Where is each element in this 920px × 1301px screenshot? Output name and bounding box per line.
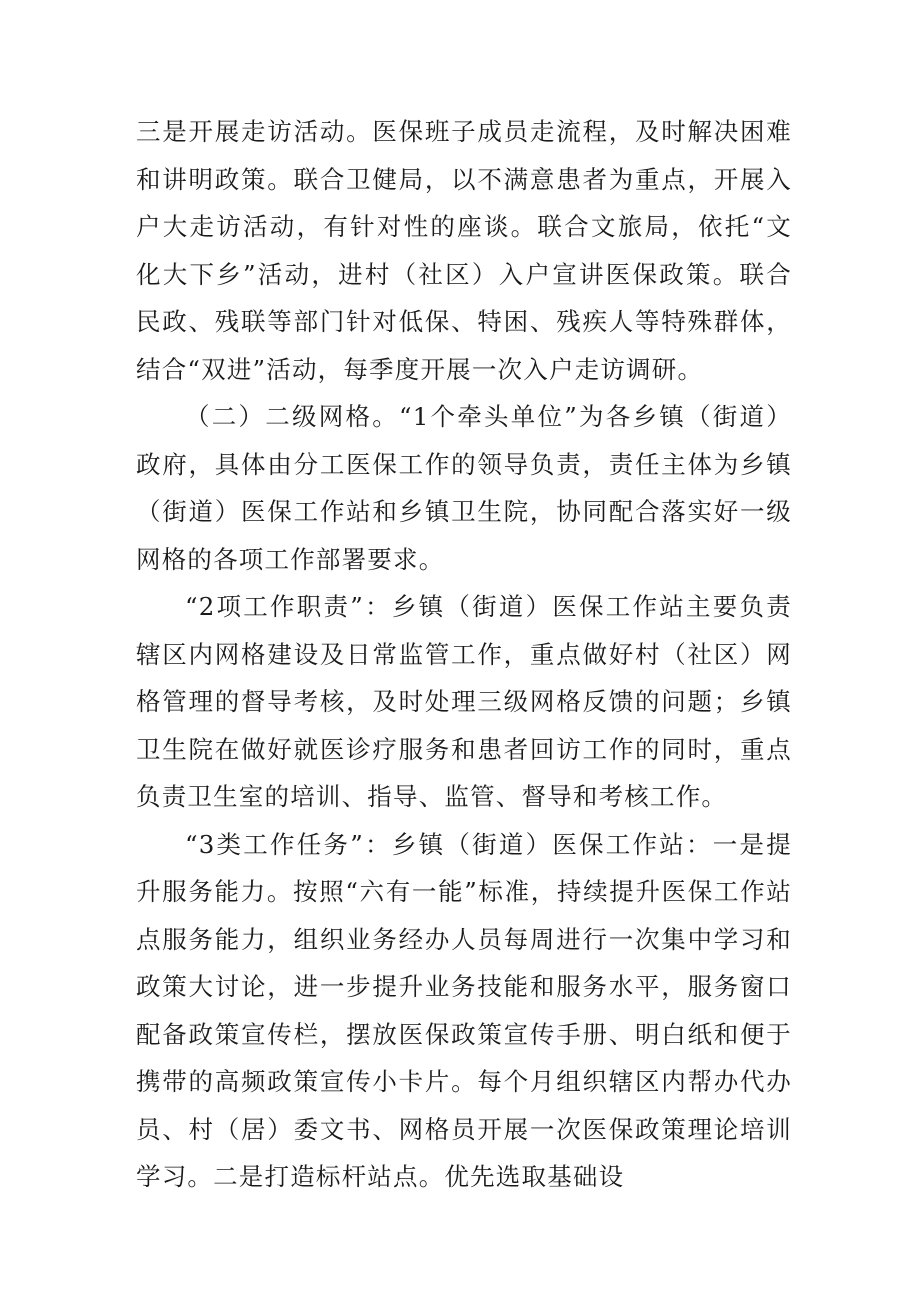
paragraph-second-level-grid: （二）二级网格。“1个牵头单位”为各乡镇（街道）政府，具体由分工医保工作的领导负责，责任主体为乡镇（街道）医保工作站和乡镇卫生院，协同配合落实好一级网格的各项工作部署要求。: [136, 402, 792, 574]
paragraph-three-tasks: “3类工作任务”：乡镇（街道）医保工作站：一是提升服务能力。按照“六有一能”标准，持续提升医保工作站点服务能力，组织业务经办人员每周进行一次集中学习和政策大讨论，进一步提升业务技能和服务水平，服务窗口配备政策宣传栏，摆放医保政策宣传手册、明白纸和便于携带的高频政策宣传小卡片。每个月组织辖区内帮办代办员、村（居）委文书、网格员开展一次医保政策理论培训学习。二是打造标杆站点。优先选取基础设: [136, 829, 792, 1191]
paragraph-visit-activities: 三是开展走访活动。医保班子成员走流程，及时解决困难和讲明政策。联合卫健局，以不满意患者为重点，开展入户大走访活动，有针对性的座谈。联合文旅局，依托“文化大下乡”活动，进村（社区）入户宣讲医保政策。联合民政、残联等部门针对低保、特困、残疾人等特殊群体，结合“双进”活动，每季度开展一次入户走访调研。: [136, 117, 792, 384]
document-body: [136, 108, 792, 1201]
paragraph-two-duties: “2项工作职责”：乡镇（街道）医保工作站主要负责辖区内网格建设及日常监管工作，重点做好村（社区）网格管理的督导考核，及时处理三级网格反馈的问题；乡镇卫生院在做好就医诊疗服务和患者回访工作的同时，重点负责卫生室的培训、指导、监管、督导和考核工作。: [136, 592, 792, 811]
